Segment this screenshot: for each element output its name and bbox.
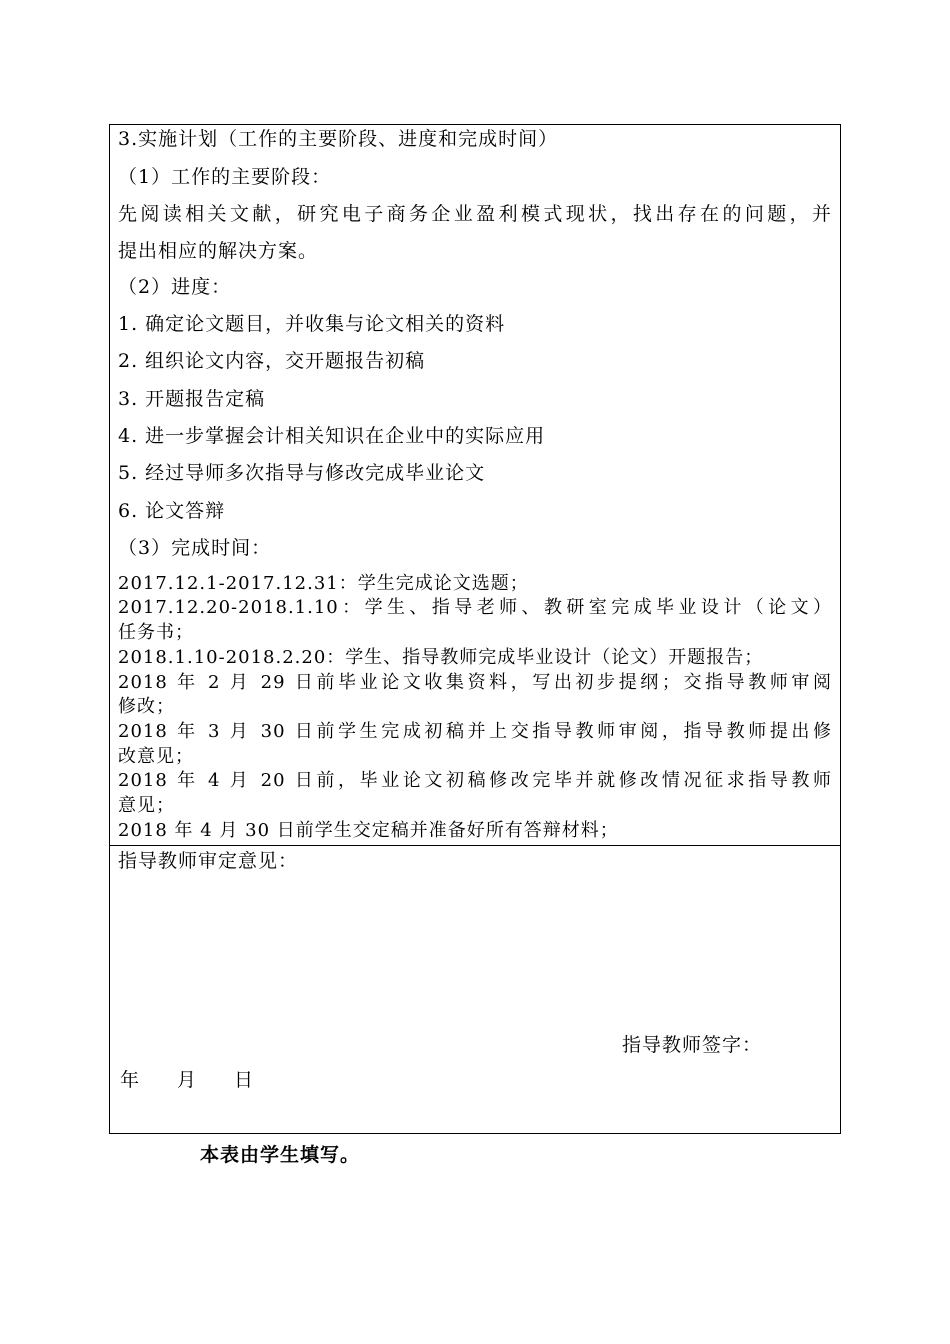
stages-text-line-1: 先阅读相关文献，研究电子商务企业盈利模式现状，找出存在的问题，并 [118,203,832,225]
progress-title: （2）进度： [118,276,232,298]
signature-label: 指导教师签字： [622,1034,763,1056]
timeline-line: 2017.12.1-2017.12.31：学生完成论文选题； [118,573,529,594]
review-title: 指导教师审定意见： [118,850,299,872]
date-day: 日 [234,1069,254,1091]
progress-item: 2. 组织论文内容，交开题报告初稿 [118,350,426,372]
date-month: 月 [177,1069,197,1091]
progress-item: 4. 进一步掌握会计相关知识在企业中的实际应用 [118,425,546,447]
row-divider [110,845,840,846]
plan-heading: 3.实施计划（工作的主要阶段、进度和完成时间） [118,128,559,150]
timeline-line: 2017.12.20-2018.1.10：学生、指导老师、教研室完成毕业设计（论文） [118,597,832,618]
timeline-line: 修改； [118,696,175,717]
progress-item: 5. 经过导师多次指导与修改完成毕业论文 [118,462,486,484]
timeline-line: 2018 年 2 月 29 日前毕业论文收集资料，写出初步提纲；交指导教师审阅 [118,672,832,693]
date-year: 年 [120,1069,140,1091]
timeline-line: 改意见； [118,746,194,767]
progress-item: 6. 论文答辩 [118,500,226,522]
timeline-line: 2018 年 4 月 20 日前，毕业论文初稿修改完毕并就修改情况征求指导教师 [118,770,832,791]
stages-title: （1）工作的主要阶段： [118,166,332,188]
timeline-title: （3）完成时间： [118,537,272,559]
date-row [120,1065,291,1092]
timeline-line: 任务书； [118,622,194,643]
timeline-line: 意见； [118,795,175,816]
timeline-line: 2018.1.10-2018.2.20：学生、指导教师完成毕业设计（论文）开题报告； [118,647,764,668]
footnote: 本表由学生填写。 [200,1144,361,1166]
timeline-line: 2018 年 3 月 30 日前学生完成初稿并上交指导教师审阅，指导教师提出修 [118,721,832,742]
progress-item: 1. 确定论文题目，并收集与论文相关的资料 [118,313,506,335]
timeline-line: 2018 年 4 月 30 日前学生交定稿并准备好所有答辩材料； [118,820,619,841]
proposal-form-table [109,124,841,1134]
stages-text-line-2: 提出相应的解决方案。 [118,240,319,262]
progress-item: 3. 开题报告定稿 [118,388,266,410]
